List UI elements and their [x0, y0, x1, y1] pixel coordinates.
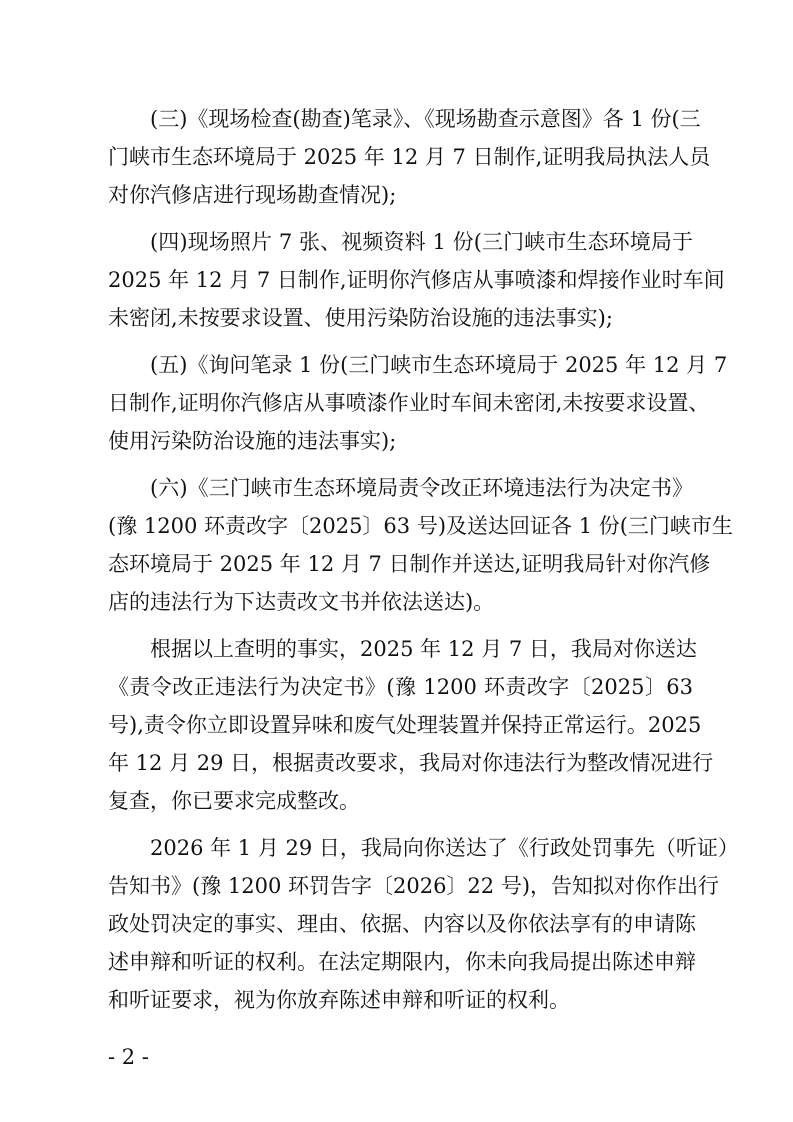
paragraph-line: 《责令改正违法行为决定书》(豫 1200 环责改字〔2025〕63 — [108, 675, 693, 699]
paragraph-line: (豫 1200 环责改字〔2025〕63 号)及送达回证各 1 份(三门峡市生 — [108, 514, 733, 538]
paragraph-line: 号),责令你立即设置异味和废气处理装置并保持正常运行。2025 — [108, 713, 702, 737]
paragraph-line: 2025 年 12 月 7 日制作,证明你汽修店从事喷漆和焊接作业时车间 — [108, 268, 725, 292]
paragraph-line: (五)《询问笔录 1 份(三门峡市生态环境局于 2025 年 12 月 7 — [150, 353, 728, 377]
paragraph-line: 未密闭,未按要求设置、使用污染防治设施的违法事实); — [108, 306, 613, 330]
paragraph-line: 和听证要求，视为你放弃陈述申辩和听证的权利。 — [108, 988, 570, 1012]
paragraph-line: (六)《三门峡市生态环境局责令改正环境违法行为决定书》 — [150, 476, 693, 500]
paragraph-line: 店的违法行为下达责改文书并依法送达)。 — [108, 590, 495, 614]
paragraph-line: 政处罚决定的事实、理由、依据、内容以及你依法享有的申请陈 — [108, 912, 696, 936]
paragraph-line: 根据以上查明的事实，2025 年 12 月 7 日，我局对你送达 — [150, 637, 697, 661]
page-number: - 2 - — [108, 1045, 149, 1069]
paragraph-line: 告知书》(豫 1200 环罚告字〔2026〕22 号)，告知拟对你作出行 — [108, 874, 720, 898]
paragraph-line: 使用污染防治设施的违法事实); — [108, 429, 397, 453]
paragraph-line: 日制作,证明你汽修店从事喷漆作业时车间未密闭,未按要求设置、 — [108, 391, 710, 415]
paragraph-line: (四)现场照片 7 张、视频资料 1 份(三门峡市生态环境局于 — [150, 230, 693, 254]
paragraph-line: 复查，你已要求完成整改。 — [108, 789, 360, 813]
paragraph-line: 门峡市生态环境局于 2025 年 12 月 7 日制作,证明我局执法人员 — [108, 145, 711, 169]
paragraph-line: 2026 年 1 月 29 日，我局向你送达了《行政处罚事先（听证） — [150, 836, 739, 860]
paragraph-line: (三)《现场检查(勘查)笔录》、《现场勘查示意图》各 1 份(三 — [150, 107, 701, 131]
paragraph-line: 述申辩和听证的权利。在法定期限内，你未向我局提出陈述申辩 — [108, 950, 696, 974]
paragraph-line: 态环境局于 2025 年 12 月 7 日制作并送达,证明我局针对你汽修 — [108, 552, 711, 576]
paragraph-line: 对你汽修店进行现场勘查情况); — [108, 183, 397, 207]
paragraph-line: 年 12 月 29 日，根据责改要求，我局对你违法行为整改情况进行 — [108, 751, 714, 775]
